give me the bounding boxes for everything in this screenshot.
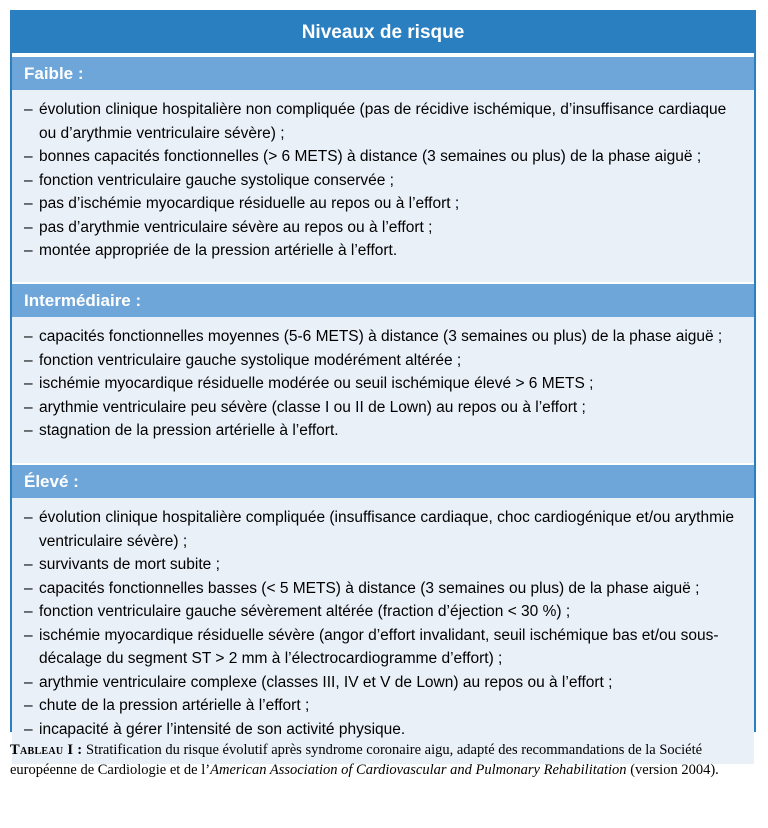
risk-criteria-list: [24, 98, 742, 263]
section-heading-eleve: Élevé :: [12, 463, 754, 498]
list-item: – bonnes capacités fonctionnelles (> 6 METS) à distance (3 semaines ou plus) de la phase aiguë ;: [24, 145, 742, 169]
caption-italic-text: American Association of Cardiovascular and Pulmonary Rehabilitation: [210, 762, 627, 778]
list-item: – stagnation de la pression artérielle à l’effort.: [24, 419, 742, 443]
section-faible: [12, 55, 754, 282]
list-item: – arythmie ventriculaire complexe (classes III, IV et V de Lown) au repos ou à l’effort ;: [24, 671, 742, 695]
section-heading-intermediaire: Intermédiaire :: [12, 282, 754, 317]
section-eleve: [12, 463, 754, 764]
section-intermediaire: [12, 282, 754, 463]
list-item: – chute de la pression artérielle à l’effort ;: [24, 694, 742, 718]
list-item: – évolution clinique hospitalière non compliquée (pas de récidive ischémique, d’insuffisance cardiaque ou d’arythmie ventriculaire sévère) ;: [24, 98, 742, 145]
list-item: – montée appropriée de la pression artérielle à l’effort.: [24, 239, 742, 263]
section-body-faible: [12, 90, 754, 282]
list-item: – survivants de mort subite ;: [24, 553, 742, 577]
section-body-intermediaire: [12, 317, 754, 463]
list-item: – fonction ventriculaire gauche systolique conservée ;: [24, 169, 742, 193]
caption-text: Stratification du risque évolutif après syndrome coronaire aigu, adapté des recommandations de la Société européenne de Cardiologie et de l’: [10, 742, 703, 778]
list-item: – incapacité à gérer l’intensité de son activité physique.: [24, 718, 742, 742]
section-body-eleve: [12, 498, 754, 764]
table-caption: [10, 740, 758, 780]
risk-levels-table: [10, 10, 756, 738]
risk-criteria-list: [24, 325, 742, 443]
list-item: – pas d’ischémie myocardique résiduelle au repos ou à l’effort ;: [24, 192, 742, 216]
caption-label: Tableau I :: [10, 742, 83, 758]
list-item: – pas d’arythmie ventriculaire sévère au repos ou à l’effort ;: [24, 216, 742, 240]
list-item: – fonction ventriculaire gauche systolique modérément altérée ;: [24, 349, 742, 373]
table-title: Niveaux de risque: [12, 12, 754, 55]
list-item: – arythmie ventriculaire peu sévère (classe I ou II de Lown) au repos ou à l’effort ;: [24, 396, 742, 420]
list-item: – capacités fonctionnelles moyennes (5-6 METS) à distance (3 semaines ou plus) de la phase aiguë ;: [24, 325, 742, 349]
list-item: – capacités fonctionnelles basses (< 5 METS) à distance (3 semaines ou plus) de la phase aiguë ;: [24, 577, 742, 601]
list-item: – évolution clinique hospitalière compliquée (insuffisance cardiaque, choc cardiogénique et/ou arythmie ventriculaire sévère) ;: [24, 506, 742, 553]
caption-text-end: (version 2004).: [626, 762, 719, 778]
section-heading-faible: Faible :: [12, 55, 754, 90]
risk-criteria-list: [24, 506, 742, 741]
list-item: – ischémie myocardique résiduelle sévère (angor d’effort invalidant, seuil ischémique bas et/ou sous-décalage du segment ST > 2 mm à l’électrocardiogramme d’effort) ;: [24, 624, 742, 671]
list-item: – fonction ventriculaire gauche sévèrement altérée (fraction d’éjection < 30 %) ;: [24, 600, 742, 624]
list-item: – ischémie myocardique résiduelle modérée ou seuil ischémique élevé > 6 METS ;: [24, 372, 742, 396]
